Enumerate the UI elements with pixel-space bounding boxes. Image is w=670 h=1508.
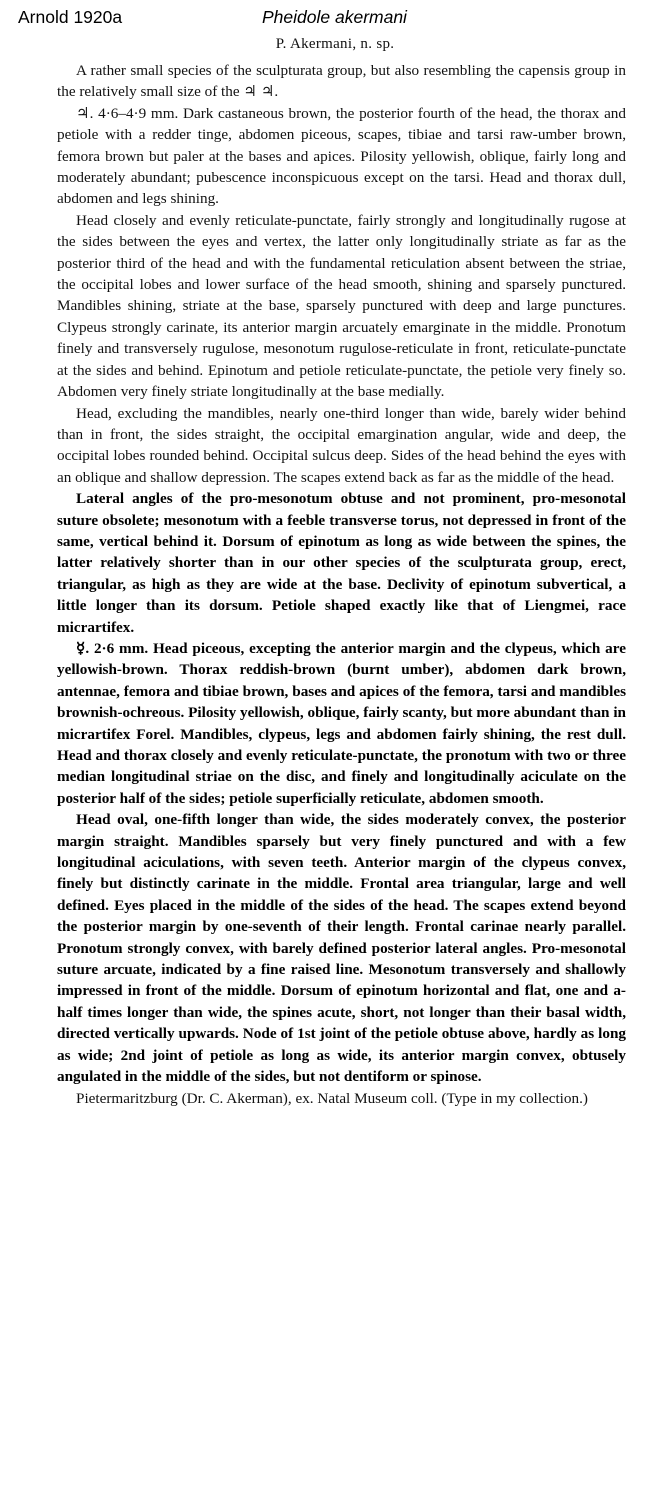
species-heading: Pheidole akermani <box>262 7 407 27</box>
intro-paragraph: A rather small species of the sculpturata group, but also resembling the capensis group in the relatively small size of the ♃ ♃. <box>57 62 626 101</box>
species-title: P. Akermani, n. sp. <box>275 36 395 52</box>
minor-worker-colour-paragraph: ☿. 2·6 mm. Head piceous, excepting the anterior margin and the clypeus, which are yellowish-brown. Thorax reddish-brown (burnt umber), abdomen dark brown, antennae, femora and tibiae brown, bases and apices of the femora, tarsi and mandibles brownish-ochreous. Pilosity yellowish, oblique, fairly scanty, but more abundant than in micrartifex Forel. Mandibles, clypeus, legs and abdomen fairly shining, the rest dull. Head and thorax closely and evenly reticulate-punctate, the pronotum with two or three median longitudinal striae on the disc, and finely and longitudinally aciculate on the posterior half of the sides; petiole superficially reticulate, abdomen smooth. <box>57 639 626 807</box>
major-worker-sculpture-paragraph: Head closely and evenly reticulate-punctate, fairly strongly and longitudinally rugose at the sides between the eyes and vertex, the latter only longitudinally striate as far as the posterior third of the head and with the fundamental reticulation absent between the striae, the occipital lobes and lower surface of the head smooth, shining and sparsely punctured. Mandibles shining, striate at the base, sparsely punctured with deep and large punctures. Clypeus strongly carinate, its anterior margin arcuately emarginate in the middle. Pronotum finely and transversely rugulose, mesonotum rugulose-reticulate in front, reticulate-punctate at the sides and behind. Epinotum and petiole reticulate-punctate, the petiole very finely so. Abdomen very finely striate longitudinally at the base medially. <box>57 211 626 401</box>
minor-worker-head-paragraph: Head oval, one-fifth longer than wide, the sides moderately convex, the posterior margin straight. Mandibles sparsely but very finely punctured and with a few longitudinal aciculations, with seven teeth. Anterior margin of the clypeus convex, finely but distinctly carinate in the middle. Frontal area triangular, large and well defined. Eyes placed in the middle of the sides of the head. The scapes extend beyond the posterior margin by one-seventh of their length. Frontal carinae nearly parallel. Pronotum strongly convex, with barely defined posterior lateral angles. Pro-mesonotal suture arcuate, indicated by a fine raised line. Mesonotum transversely and shallowly impressed in front of the middle. Dorsum of epinotum horizontal and flat, one and a-half times longer than wide, the spines acute, short, not longer than their basal width, directed vertically upwards. Node of 1st joint of the petiole obtuse above, hardly as long as wide; 2nd joint of petiole as long as wide, its anterior margin convex, obtusely angulated in the middle of the sides, but not dentiform or spinose. <box>57 811 626 1086</box>
major-worker-thorax-paragraph: Lateral angles of the pro-mesonotum obtuse and not prominent, pro-mesonotal suture obsolete; mesonotum with a feeble transverse torus, not depressed in front of the same, vertical behind it. Dorsum of epinotum as long as wide between the spines, the latter relatively shorter than in our other species of the sculpturata group, erect, triangular, as high as they are wide at the base. Declivity of epinotum subvertical, a little longer than its dorsum. Petiole shaped exactly like that of Liengmei, race micrartifex. <box>57 490 626 636</box>
citation-label: Arnold 1920a <box>18 7 123 27</box>
page-header <box>0 5 670 31</box>
major-worker-size-paragraph: ♃. 4·6–4·9 mm. Dark castaneous brown, the posterior fourth of the head, the thorax and petiole with a redder tinge, abdomen piceous, scapes, tibiae and tarsi raw-umber brown, femora brown but paler at the bases and apices. Pilosity yellowish, oblique, fairly long and moderately abundant; pubescence inconspicuous except on the tarsi. Head and thorax dull, abdomen and legs shining. <box>57 104 626 208</box>
description-body <box>57 60 626 1109</box>
major-worker-head-paragraph: Head, excluding the mandibles, nearly one-third longer than wide, barely wider behind than in front, the sides straight, the occipital emargination angular, wide and deep, the occipital lobes rounded behind. Occipital sulcus deep. Sides of the head behind the eyes with an oblique and shallow depression. The scapes extend back as far as the middle of the head. <box>57 404 626 486</box>
locality-paragraph: Pietermaritzburg (Dr. C. Akerman), ex. Natal Museum coll. (Type in my collection.) <box>76 1089 588 1107</box>
